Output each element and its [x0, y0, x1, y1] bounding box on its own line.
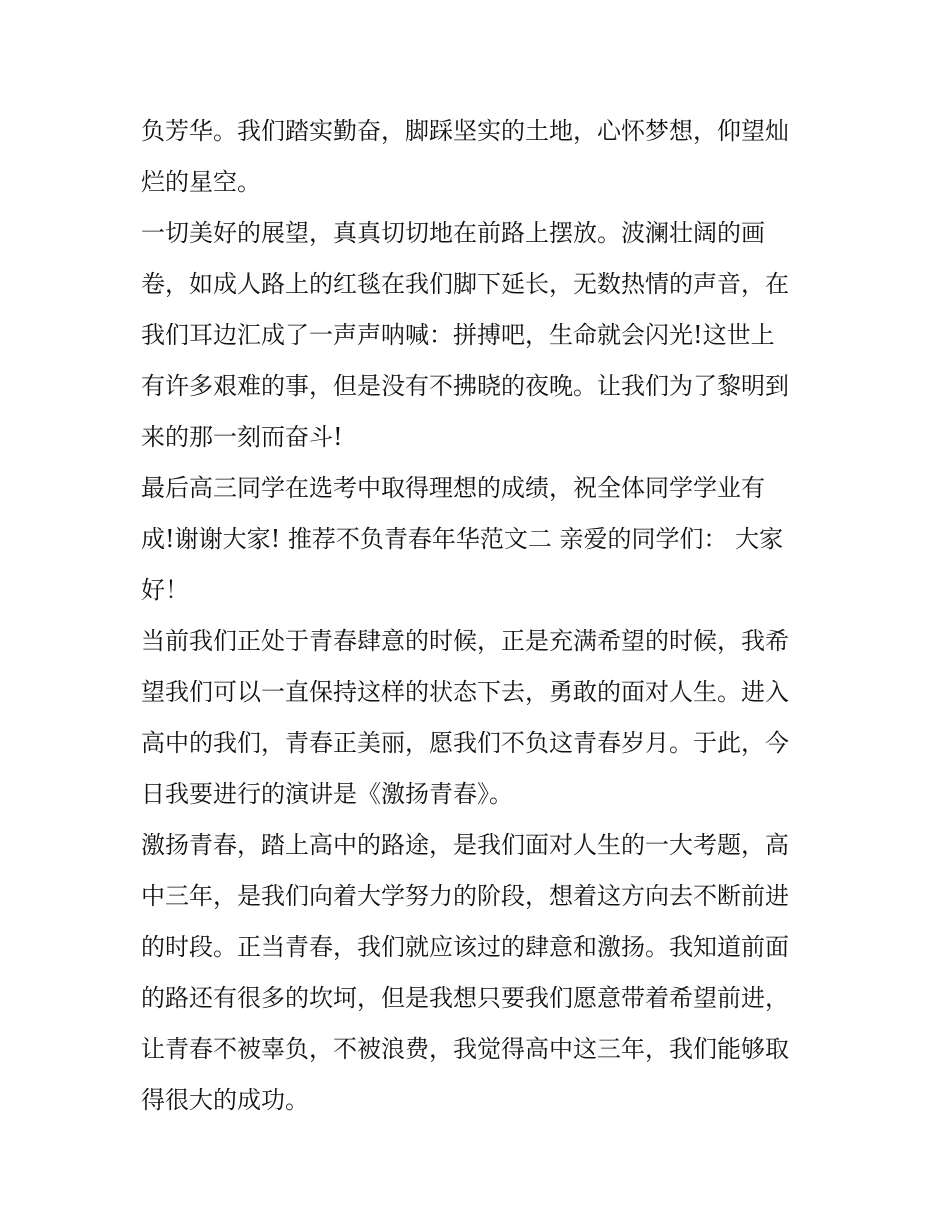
- text-line: 日我要进行的演讲是《激扬青春》。: [141, 780, 513, 808]
- text-line: 得很大的成功。: [141, 1086, 309, 1114]
- text-line: 最后高三同学在选考中取得理想的成绩，祝全体同学学业有: [141, 474, 765, 502]
- text-line: 好！: [141, 576, 189, 604]
- text-line: 我们耳边汇成了一声声呐喊：拼搏吧，生命就会闪光!这世上: [141, 321, 775, 349]
- text-line: 的时段。正当青春，我们就应该过的肆意和激扬。我知道前面: [141, 933, 789, 961]
- text-line: 当前我们正处于青春肆意的时候，正是充满希望的时候，我希: [141, 627, 789, 655]
- text-line: 让青春不被辜负，不被浪费，我觉得高中这三年，我们能够取: [141, 1035, 789, 1063]
- text-line: 望我们可以一直保持这样的状态下去，勇敢的面对人生。进入: [141, 678, 789, 706]
- text-line: 来的那一刻而奋斗!: [141, 423, 343, 451]
- text-line: 激扬青春，踏上高中的路途，是我们面对人生的一大考题，高: [141, 831, 789, 859]
- text-line: 的路还有很多的坎坷，但是我想只要我们愿意带着希望前进，: [141, 984, 789, 1012]
- text-line: 一切美好的展望，真真切切地在前路上摆放。波澜壮阔的画: [141, 219, 765, 247]
- text-line: 成!谢谢大家! 推荐不负青春年华范文二 亲爱的同学们： 大家: [141, 525, 784, 553]
- text-line: 高中的我们，青春正美丽，愿我们不负这青春岁月。于此，今: [141, 729, 789, 757]
- text-line: 卷，如成人路上的红毯在我们脚下延长，无数热情的声音，在: [141, 270, 789, 298]
- text-line: 中三年，是我们向着大学努力的阶段，想着这方向去不断前进: [141, 882, 789, 910]
- document-body: [141, 106, 821, 1126]
- text-line: 有许多艰难的事，但是没有不拂晓的夜晚。让我们为了黎明到: [141, 372, 789, 400]
- text-line: 负芳华。我们踏实勤奋，脚踩坚实的土地，心怀梦想，仰望灿: [141, 117, 789, 145]
- text-line: 烂的星空。: [141, 168, 261, 196]
